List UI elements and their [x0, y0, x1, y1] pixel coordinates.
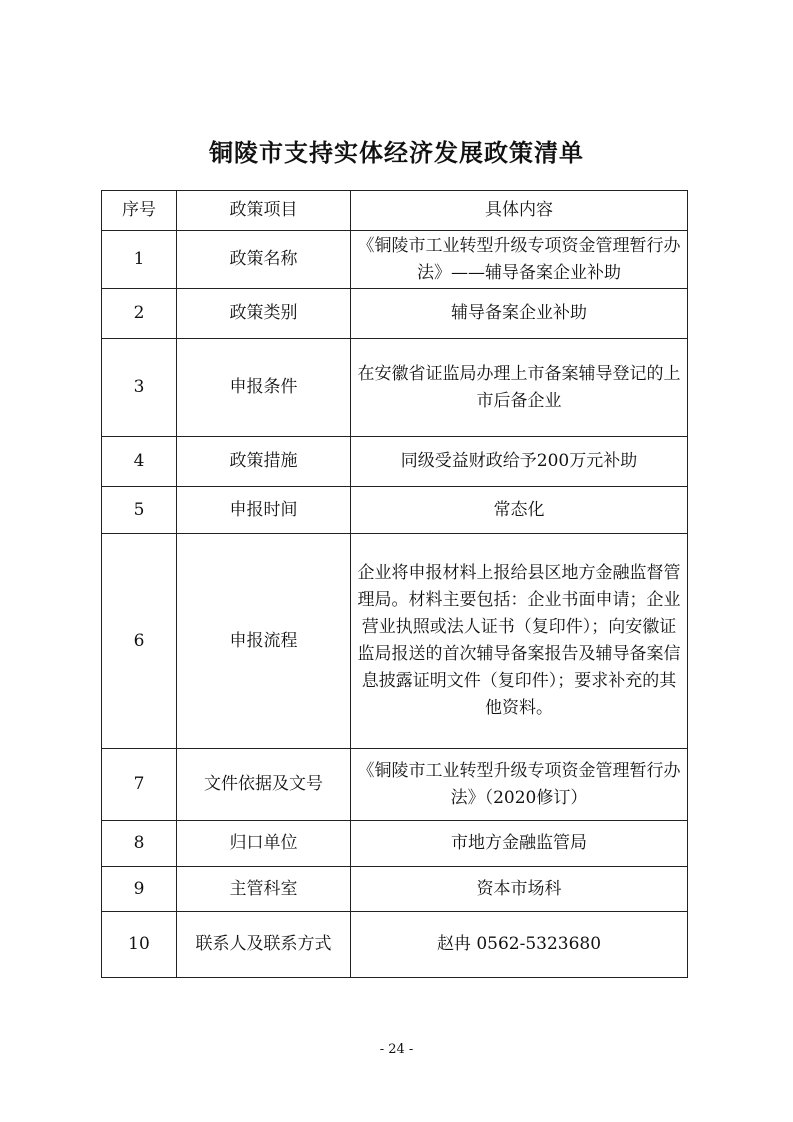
table-row [102, 749, 688, 821]
row-no: 8 [102, 821, 177, 867]
table-row [102, 534, 688, 749]
table-row [102, 867, 688, 912]
row-content: 辅导备案企业补助 [351, 289, 688, 339]
row-item: 政策措施 [177, 437, 351, 487]
table-header-row [102, 191, 688, 231]
header-item: 政策项目 [177, 191, 351, 231]
row-no: 2 [102, 289, 177, 339]
page-title: 铜陵市支持实体经济发展政策清单 [209, 139, 584, 167]
table-row [102, 821, 688, 867]
row-item: 政策类别 [177, 289, 351, 339]
row-content: 赵冉 0562-5323680 [351, 912, 688, 978]
row-item: 主管科室 [177, 867, 351, 912]
row-item: 文件依据及文号 [177, 749, 351, 821]
row-item: 联系人及联系方式 [177, 912, 351, 978]
row-no: 6 [102, 534, 177, 749]
header-no: 序号 [102, 191, 177, 231]
row-no: 10 [102, 912, 177, 978]
row-content: 《铜陵市工业转型升级专项资金管理暂行办法》（2020修订） [351, 749, 688, 821]
row-no: 3 [102, 339, 177, 437]
table-row [102, 289, 688, 339]
table-row [102, 912, 688, 978]
row-no: 5 [102, 487, 177, 534]
row-no: 9 [102, 867, 177, 912]
row-item: 申报流程 [177, 534, 351, 749]
row-content: 资本市场科 [351, 867, 688, 912]
row-content: 同级受益财政给予200万元补助 [351, 437, 688, 487]
table-row [102, 339, 688, 437]
row-no: 1 [102, 231, 177, 289]
page-number: - 24 - [379, 1042, 414, 1057]
row-content: 在安徽省证监局办理上市备案辅导登记的上市后备企业 [351, 339, 688, 437]
row-no: 4 [102, 437, 177, 487]
row-item: 政策名称 [177, 231, 351, 289]
table-row [102, 231, 688, 289]
row-content: 市地方金融监管局 [351, 821, 688, 867]
table-row [102, 437, 688, 487]
table-row [102, 487, 688, 534]
row-item: 申报条件 [177, 339, 351, 437]
row-content: 企业将申报材料上报给县区地方金融监督管理局。材料主要包括：企业书面申请；企业营业执照或法人证书（复印件）；向安徽证监局报送的首次辅导备案报告及辅导备案信息披露证明文件（复印件）；要求补充的其他资料。 [351, 534, 688, 749]
row-no: 7 [102, 749, 177, 821]
row-item: 归口单位 [177, 821, 351, 867]
row-content: 常态化 [351, 487, 688, 534]
row-item: 申报时间 [177, 487, 351, 534]
row-content: 《铜陵市工业转型升级专项资金管理暂行办法》——辅导备案企业补助 [351, 231, 688, 289]
header-content: 具体内容 [351, 191, 688, 231]
policy-table [101, 190, 688, 978]
